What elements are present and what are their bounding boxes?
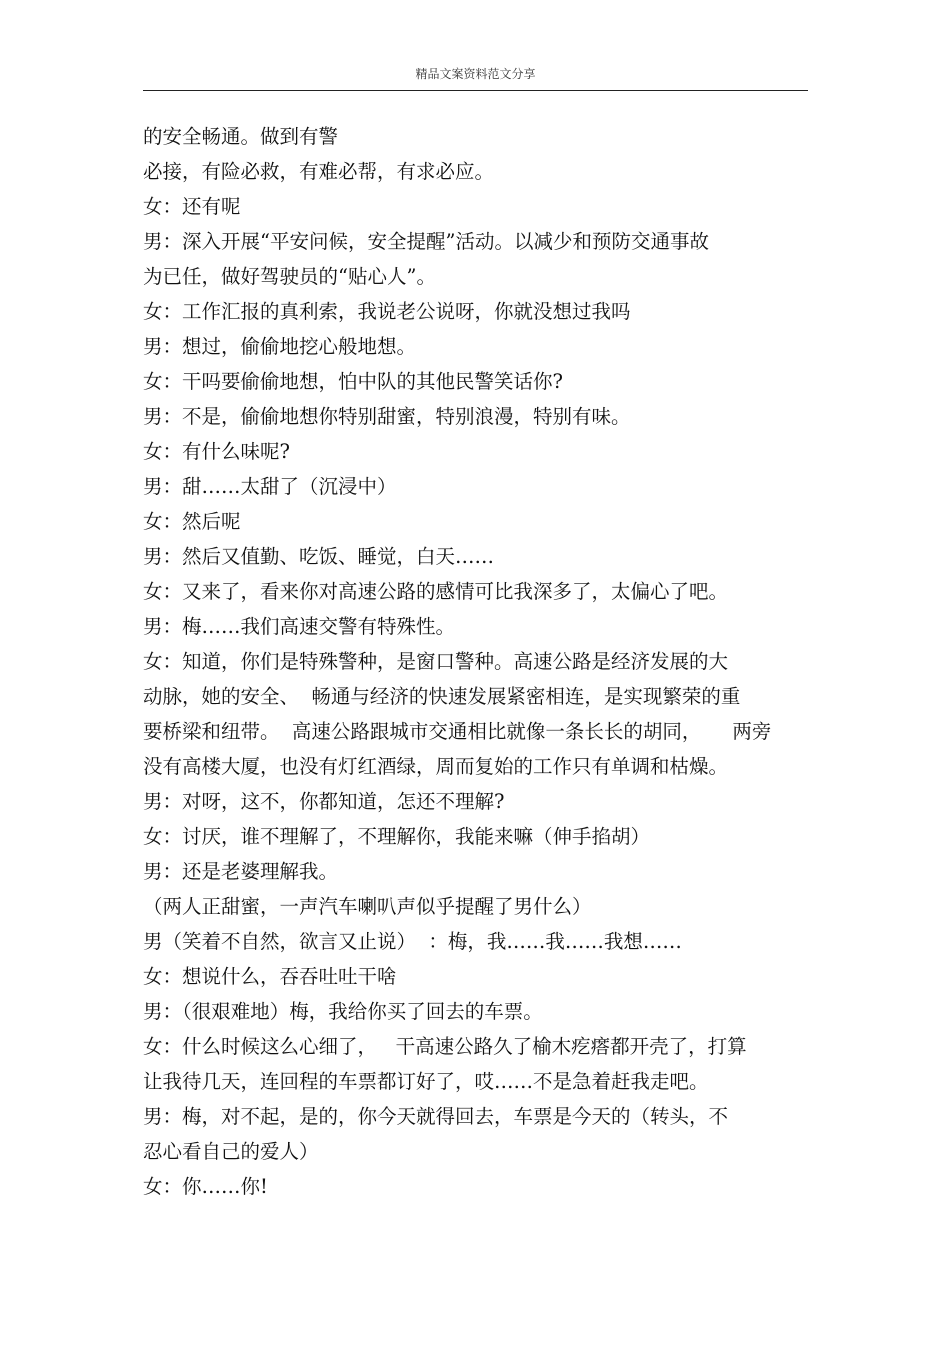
text-line: 男：想过，偷偷地挖心般地想。 — [143, 335, 417, 358]
text-line: 女：知道，你们是特殊警种，是窗口警种。高速公路是经济发展的大 — [143, 650, 729, 673]
header-divider — [143, 90, 808, 91]
text-line: 男（笑着不自然，欲言又止说） ：梅，我……我……我想…… — [143, 930, 682, 953]
text-line: 让我待几天，连回程的车票都订好了，哎……不是急着赶我走吧。 — [143, 1070, 709, 1093]
text-line: 必接，有险必救，有难必帮，有求必应。 — [143, 160, 495, 183]
document-body — [143, 119, 808, 1204]
text-line: 女：想说什么，吞吞吐吐干啥 — [143, 965, 397, 988]
page-header — [143, 66, 808, 92]
text-line: 女：讨厌，谁不理解了，不理解你，我能来嘛（伸手掐胡） — [143, 825, 651, 848]
text-line: 女：你……你! — [143, 1175, 268, 1198]
text-line: 男：（很艰难地）梅，我给你买了回去的车票。 — [143, 1000, 543, 1023]
text-line: 的安全畅通。做到有警 — [143, 125, 339, 148]
text-line: 女：什么时候这么心细了， 干高速公路久了榆木疙瘩都开壳了，打算 — [143, 1035, 747, 1058]
text-line: 忍心看自己的爱人） — [143, 1140, 319, 1163]
text-line: 为已任，做好驾驶员的“贴心人”。 — [143, 265, 436, 288]
text-line: 女：还有呢 — [143, 195, 241, 218]
text-line: 女：干吗要偷偷地想，怕中队的其他民警笑话你? — [143, 370, 563, 393]
text-line: 男：深入开展“平安问候，安全提醒”活动。以减少和预防交通事故 — [143, 230, 709, 253]
text-line: 女：然后呢 — [143, 510, 241, 533]
header-title: 精品文案资料范文分享 — [415, 67, 536, 81]
text-line: 女：有什么味呢? — [143, 440, 290, 463]
text-line: 男：不是，偷偷地想你特别甜蜜，特别浪漫，特别有味。 — [143, 405, 631, 428]
text-line: 男：然后又值勤、吃饭、睡觉，白天…… — [143, 545, 495, 568]
text-line: （两人正甜蜜，一声汽车喇叭声似乎提醒了男什么） — [143, 895, 592, 918]
text-line: 没有高楼大厦，也没有灯红酒绿，周而复始的工作只有单调和枯燥。 — [143, 755, 729, 778]
text-line: 男：梅……我们高速交警有特殊性。 — [143, 615, 456, 638]
text-line: 女：工作汇报的真利索，我说老公说呀，你就没想过我吗 — [143, 300, 631, 323]
text-line: 男：还是老婆理解我。 — [143, 860, 339, 883]
text-line: 男：对呀，这不，你都知道，怎还不理解? — [143, 790, 505, 813]
text-line: 动脉，她的安全、 畅通与经济的快速发展紧密相连，是实现繁荣的重 — [143, 685, 741, 708]
text-line: 男：梅，对不起，是的，你今天就得回去，车票是今天的（转头，不 — [143, 1105, 729, 1128]
text-line: 要桥梁和纽带。 高速公路跟城市交通相比就像一条长长的胡同， 两旁 — [143, 720, 772, 743]
text-line: 女：又来了，看来你对高速公路的感情可比我深多了，太偏心了吧。 — [143, 580, 729, 603]
text-line: 男：甜……太甜了（沉浸中） — [143, 475, 397, 498]
